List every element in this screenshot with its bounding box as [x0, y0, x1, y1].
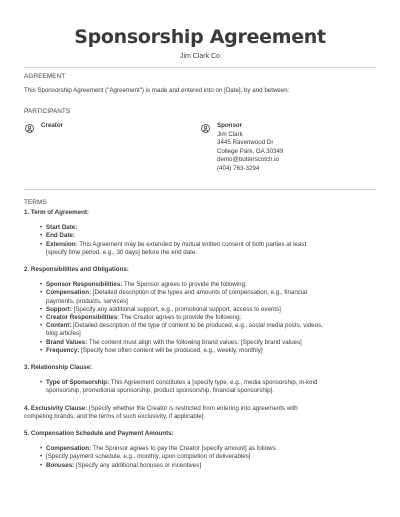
content-text: [Detailed description of the type of content to be produced, e.g., social media posts, videos,: [71, 322, 323, 330]
list-item: [40, 339, 374, 347]
exclusivity-text: [Specify whether the Creator is restricted from entering into agreements with: [87, 404, 298, 412]
compensation-label: Compensation:: [46, 445, 92, 453]
terms-body: [24, 209, 374, 479]
sponsor-label: Sponsor: [217, 122, 243, 129]
creator-label: Creator: [41, 122, 64, 129]
document-title: Sponsorship Agreement: [74, 26, 326, 48]
extension-label: Extension:: [46, 240, 78, 248]
sponsor-resp-label: Sponsor Responsibilities:: [46, 281, 123, 289]
support-text: [Specify any additional support, e.g., promotional support, access to events]: [71, 305, 281, 313]
term-2: [24, 266, 374, 355]
person-icon: [25, 124, 34, 133]
term-2-list: [40, 281, 374, 355]
creator-resp-label: Creator Responsibilities:: [46, 314, 120, 322]
support-label: Support:: [46, 305, 72, 313]
compensation-text: The Sponsor agrees to pay the Creator [specify amount] as follows:: [91, 445, 278, 453]
term-1-list: [40, 224, 374, 257]
term-4: [24, 405, 374, 421]
sponsorship-type-text-cont: sponsorship, promotional sponsorship, product sponsorship, financial sponsorship].: [46, 387, 275, 395]
exclusivity-text-cont: competing brands, and the terms of such exclusivity, if applicable].: [24, 412, 206, 420]
divider: [24, 189, 376, 190]
payment-schedule-text: [Specify payment schedule, e.g., monthly, upon completion of deliverables]: [46, 453, 251, 461]
compensation-label: Compensation:: [46, 289, 92, 297]
extension-text-cont: [specify time period, e.g., 30 days] before the end date.: [46, 248, 197, 256]
bonuses-label: Bonuses:: [46, 461, 75, 469]
term-5-list: [40, 445, 374, 470]
term-heading: 5. Compensation Schedule and Payment Amounts:: [24, 430, 174, 438]
exclusivity-paragraph: [24, 405, 374, 421]
sponsor-phone: (404) 763-3294: [217, 164, 260, 172]
term-heading: 4. Exclusivity Clause:: [24, 404, 88, 412]
sponsor-resp-text: The Sponsor agrees to provide the following:: [122, 281, 247, 289]
term-1: [24, 209, 374, 257]
agreement-text: This Sponsorship Agreement ("Agreement") is made and entered into on [Date], by and between:: [24, 87, 290, 94]
extension-text: This Agreement may be extended by mutual written consent of both parties at least: [77, 240, 307, 248]
term-3-list: [40, 379, 374, 395]
content-text-cont: blog articles]: [46, 330, 81, 338]
sponsorship-type-text: This Agreement constitutes a [specify type, e.g., media sponsorship, in-kind: [109, 379, 318, 387]
sponsorship-type-label: Type of Sponsorship:: [46, 379, 110, 387]
participants-label: PARTICIPANTS: [24, 108, 71, 115]
agreement-label: AGREEMENT: [24, 73, 66, 80]
term-heading: 1. Term of Agreement:: [24, 209, 89, 216]
list-item: [40, 462, 374, 470]
document-subtitle: Jim Clark Co: [179, 53, 221, 60]
term-3: [24, 364, 374, 396]
list-item: [40, 347, 374, 355]
list-item: [40, 306, 374, 314]
brand-values-text: The content must align with the following brand values: [Specify brand values]: [87, 338, 302, 346]
person-icon: [201, 124, 210, 133]
list-item: [40, 322, 374, 338]
frequency-text: [Specify how often content will be produced, e.g., weekly, monthly]: [79, 346, 263, 354]
list-item: [40, 379, 374, 395]
creator-resp-text: The Creator agrees to provide the following:: [119, 314, 242, 322]
start-date-label: Start Date:: [46, 224, 78, 232]
content-label: Content:: [46, 322, 72, 330]
term-5: [24, 430, 374, 470]
sponsor-block: [217, 122, 283, 173]
end-date-label: End Date:: [46, 232, 75, 240]
term-heading: 2. Responsibilities and Obligations:: [24, 266, 129, 274]
list-item: [40, 224, 374, 232]
sponsor-email: demo@butterscotch.io: [217, 156, 279, 163]
brand-values-label: Brand Values:: [46, 338, 88, 346]
list-item: [40, 241, 374, 257]
list-item: [40, 232, 374, 240]
compensation-text-cont: payments, products, services]: [46, 297, 128, 305]
sponsor-name: Jim Clark: [217, 130, 243, 138]
bonuses-text: [Specify any additional bonuses or incentives]: [74, 461, 202, 469]
terms-label: TERMS: [24, 199, 47, 206]
sponsor-address-line2: College Park, GA 30349: [217, 147, 284, 155]
term-heading: 3. Relationship Clause:: [24, 364, 93, 372]
divider: [24, 67, 376, 68]
list-item: [40, 453, 374, 461]
list-item: [40, 281, 374, 289]
frequency-label: Frequency:: [46, 346, 80, 354]
compensation-text: [Detailed description of the types and amounts of compensation, e.g., financial: [91, 289, 308, 297]
sponsor-address-line1: 3445 Ravenwood Dr: [217, 139, 274, 146]
list-item: [40, 445, 374, 453]
list-item: [40, 289, 374, 305]
list-item: [40, 314, 374, 322]
